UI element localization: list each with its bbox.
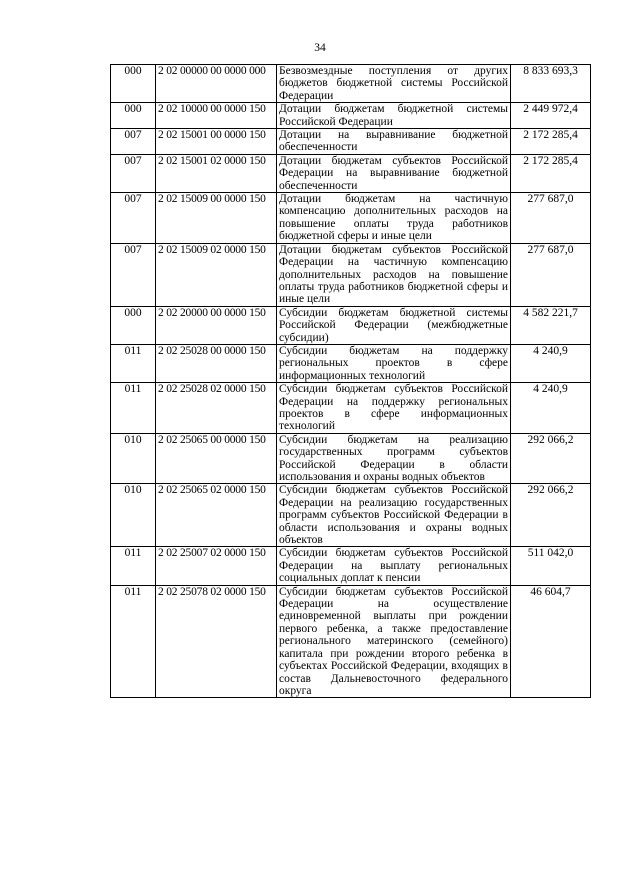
table-row [111, 306, 591, 344]
revenue-amount: 277 687,0 [511, 243, 591, 306]
table-row [111, 103, 591, 129]
budget-classification-code: 2 02 25065 02 0000 150 [156, 484, 277, 547]
budget-classification-code: 2 02 25065 00 0000 150 [156, 433, 277, 484]
table-row [111, 243, 591, 306]
table-row [111, 547, 591, 585]
revenue-name: Дотации бюджетам субъектов Российской Федерации на частичную компенсацию дополнительных расходов на повышение оплаты труда работников бюджетной сферы и иные цели [277, 243, 511, 306]
revenue-amount: 46 604,7 [511, 585, 591, 698]
budget-classification-code: 2 02 20000 00 0000 150 [156, 306, 277, 344]
administrator-code: 011 [111, 344, 156, 382]
table-row [111, 65, 591, 103]
administrator-code: 010 [111, 484, 156, 547]
table-row [111, 129, 591, 155]
revenue-name: Безвозмездные поступления от других бюджетов бюджетной системы Российской Федерации [277, 65, 511, 103]
revenue-amount: 2 172 285,4 [511, 154, 591, 192]
administrator-code: 000 [111, 306, 156, 344]
revenue-name: Дотации на выравнивание бюджетной обеспеченности [277, 129, 511, 155]
budget-classification-code: 2 02 10000 00 0000 150 [156, 103, 277, 129]
revenue-name: Субсидии бюджетам субъектов Российской Федерации на осуществление единовременной выплаты при рождении первого ребенка, а также предоставление регионального материнского (семейного) капитала при рождении второго ребенка в субъектах Российской Федерации, входящих в состав Дальневосточного федерального округа [277, 585, 511, 698]
page-number: 34 [314, 42, 326, 54]
budget-classification-code: 2 02 25028 02 0000 150 [156, 383, 277, 434]
revenue-amount: 2 449 972,4 [511, 103, 591, 129]
budget-classification-code: 2 02 15009 02 0000 150 [156, 243, 277, 306]
revenue-table [110, 64, 591, 698]
revenue-name: Субсидии бюджетам субъектов Российской Федерации на поддержку региональных проектов в сфере информационных технологий [277, 383, 511, 434]
budget-classification-code: 2 02 25007 02 0000 150 [156, 547, 277, 585]
table-row [111, 585, 591, 698]
table-row [111, 154, 591, 192]
table-row [111, 344, 591, 382]
revenue-amount: 4 582 221,7 [511, 306, 591, 344]
revenue-amount: 292 066,2 [511, 484, 591, 547]
administrator-code: 011 [111, 547, 156, 585]
table-row [111, 193, 591, 244]
revenue-name: Субсидии бюджетам субъектов Российской Федерации на выплату региональных социальных доплат к пенсии [277, 547, 511, 585]
administrator-code: 000 [111, 103, 156, 129]
revenue-amount: 292 066,2 [511, 433, 591, 484]
table-row [111, 484, 591, 547]
budget-classification-code: 2 02 00000 00 0000 000 [156, 65, 277, 103]
administrator-code: 011 [111, 585, 156, 698]
revenue-name: Субсидии бюджетам субъектов Российской Федерации на реализацию государственных программ субъектов Российской Федерации в области использования и охраны водных объектов [277, 484, 511, 547]
table-row [111, 383, 591, 434]
budget-classification-code: 2 02 25078 02 0000 150 [156, 585, 277, 698]
administrator-code: 007 [111, 243, 156, 306]
administrator-code: 000 [111, 65, 156, 103]
administrator-code: 007 [111, 193, 156, 244]
revenue-name: Субсидии бюджетам бюджетной системы Российской Федерации (межбюджетные субсидии) [277, 306, 511, 344]
revenue-name: Дотации бюджетам на частичную компенсацию дополнительных расходов на повышение оплаты труда работников бюджетной сферы и иные цели [277, 193, 511, 244]
revenue-name: Дотации бюджетам субъектов Российской Федерации на выравнивание бюджетной обеспеченности [277, 154, 511, 192]
revenue-name: Субсидии бюджетам на поддержку региональных проектов в сфере информационных технологий [277, 344, 511, 382]
budget-classification-code: 2 02 15001 02 0000 150 [156, 154, 277, 192]
budget-classification-code: 2 02 15009 00 0000 150 [156, 193, 277, 244]
revenue-amount: 511 042,0 [511, 547, 591, 585]
revenue-amount: 4 240,9 [511, 344, 591, 382]
administrator-code: 011 [111, 383, 156, 434]
table-row [111, 433, 591, 484]
revenue-amount: 2 172 285,4 [511, 129, 591, 155]
administrator-code: 010 [111, 433, 156, 484]
administrator-code: 007 [111, 154, 156, 192]
budget-classification-code: 2 02 15001 00 0000 150 [156, 129, 277, 155]
administrator-code: 007 [111, 129, 156, 155]
budget-classification-code: 2 02 25028 00 0000 150 [156, 344, 277, 382]
revenue-name: Дотации бюджетам бюджетной системы Российской Федерации [277, 103, 511, 129]
revenue-amount: 8 833 693,3 [511, 65, 591, 103]
revenue-name: Субсидии бюджетам на реализацию государственных программ субъектов Российской Федерации в области использования и охраны водных объектов [277, 433, 511, 484]
revenue-amount: 277 687,0 [511, 193, 591, 244]
revenue-amount: 4 240,9 [511, 383, 591, 434]
